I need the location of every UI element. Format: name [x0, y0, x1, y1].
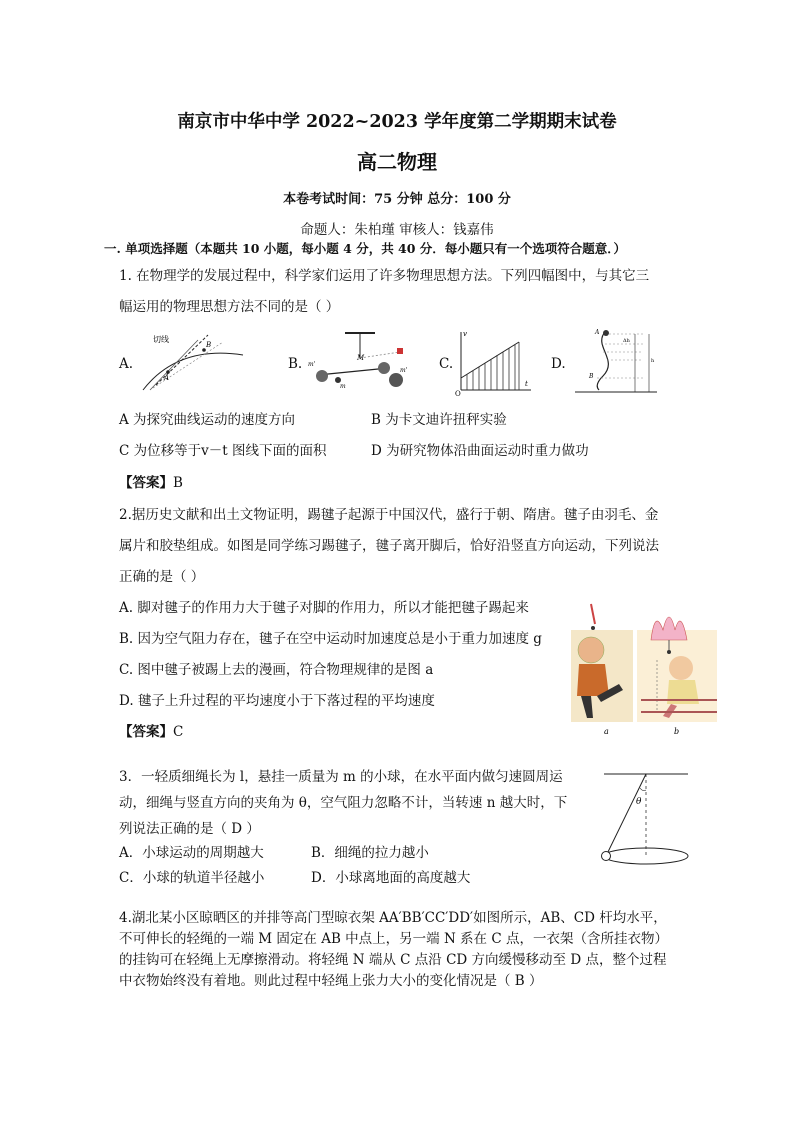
- q1-stem-line2: 幅运用的物理思想方法不同的是（ ）: [119, 299, 340, 315]
- q1-option-b: B 为卡文迪许扭秤实验: [371, 412, 507, 428]
- svg-text:m: m: [340, 383, 346, 390]
- svg-text:A: A: [595, 329, 600, 336]
- q1-fig-label-c: C.: [439, 356, 454, 372]
- q3-option-c: C．小球的轨道半径越小: [119, 870, 265, 886]
- section-heading: 一. 单项选择题（本题共 10 小题，每小题 4 分，共 40 分．每小题只有一个选项符合题意．）: [104, 241, 627, 256]
- q1-fig-label-a: A.: [119, 356, 134, 372]
- q3-theta-label: θ: [636, 797, 642, 807]
- q1-stem-line1: 1. 在物理学的发展过程中，科学家们运用了许多物理思想方法。下列四幅图中，与其它三: [119, 268, 650, 284]
- svg-text:m': m': [308, 361, 316, 368]
- q1-fig-label-b: B.: [288, 356, 303, 372]
- q2-answer: [119, 726, 183, 740]
- q3-stem-line3: 列说法正确的是（ D ）: [119, 821, 260, 837]
- svg-text:v: v: [463, 330, 467, 338]
- q1-option-a: A 为探究曲线运动的速度方向: [119, 412, 296, 428]
- q1-option-d: D 为研究物体沿曲面运动时重力做功: [371, 443, 589, 459]
- q1-answer-value: B: [173, 475, 183, 491]
- q3-stem-line1: 3．一轻质细绳长为 l，悬挂一质量为 m 的小球，在水平面内做匀速圆周运: [119, 769, 563, 785]
- q4-stem-line4: 中衣物始终没有着地。则此过程中轻绳上张力大小的变化情况是（ B ）: [119, 973, 543, 989]
- q2-stem-line3: 正确的是（ ）: [119, 569, 205, 585]
- exam-info: 本卷考试时间：75 分钟 总分：100 分: [283, 192, 511, 207]
- q1-option-c: C 为位移等于v－t 图线下面的面积: [119, 443, 327, 459]
- svg-text:B: B: [206, 341, 212, 349]
- q3-option-d: D．小球离地面的高度越大: [311, 870, 471, 886]
- q2-option-a: A. 脚对毽子的作用力大于毽子对脚的作用力，所以才能把毽子踢起来: [119, 600, 529, 616]
- q2-stem-line1: 2.据历史文献和出土文物证明，踢毽子起源于中国汉代，盛行于朝、隋唐。毽子由羽毛、金: [119, 507, 659, 523]
- subject-title: 高二物理: [357, 150, 437, 174]
- q2-stem-line2: 属片和胶垫组成。如图是同学练习踢毽子，毽子离开脚后，恰好沿竖直方向运动，下列说法: [119, 538, 659, 554]
- svg-text:Δh: Δh: [623, 338, 630, 344]
- q2-option-c: C. 图中毽子被踢上去的漫画，符合物理规律的是图 a: [119, 662, 434, 678]
- q2-fig-label-a: a: [604, 727, 609, 736]
- q1-figure-b-torsion-balance: [300, 330, 420, 392]
- q4-stem-line3: 的挂钩可在轻绳上无摩擦滑动。将轻绳 N 端从 C 点沿 CD 方向缓慢移动至 D 点，整个过程: [119, 952, 667, 968]
- q3-figure-conical-pendulum: [596, 768, 692, 868]
- exam-authors: 命题人：朱柏瑾 审核人：钱嘉伟: [300, 222, 494, 238]
- svg-text:m': m': [400, 367, 408, 374]
- q2-figure-shuttlecock-cartoon: [571, 600, 721, 740]
- svg-text:A: A: [164, 374, 170, 382]
- q1-figure-a-tangent: [138, 330, 248, 395]
- q2-fig-label-b: b: [674, 727, 680, 736]
- q2-answer-tag: 【答案】: [119, 724, 173, 740]
- q4-stem-line1: 4.湖北某小区晾晒区的并排等高门型晾衣架 AA′BB′CC′DD′如图所示，AB、CD 杆均水平，: [119, 910, 667, 926]
- q2-answer-value: C: [173, 724, 184, 740]
- svg-text:B: B: [589, 373, 594, 380]
- exam-title: 南京市中华中学 2022~2023 学年度第二学期期末试卷: [177, 112, 617, 132]
- q3-option-b: B．细绳的拉力越小: [311, 845, 429, 861]
- q1-figure-d-curved-surface: [573, 326, 661, 398]
- q4-stem-line2: 不可伸长的轻绳的一端 M 固定在 AB 中点上，另一端 N 系在 C 点，一衣架（含所挂衣物）: [119, 931, 668, 947]
- q1-answer-tag: 【答案】: [119, 475, 173, 491]
- q3-stem-line2: 动，细绳与竖直方向的夹角为 θ，空气阻力忽略不计，当转速 n 越大时，下: [119, 795, 568, 811]
- tangent-label: 切线: [153, 335, 169, 344]
- q1-answer: [119, 477, 183, 491]
- q2-option-b: B. 因为空气阻力存在，毽子在空中运动时加速度总是小于重力加速度 g: [119, 631, 542, 647]
- svg-text:O: O: [455, 390, 461, 396]
- svg-text:h: h: [651, 358, 655, 364]
- svg-text:t: t: [525, 380, 528, 388]
- q1-fig-label-d: D.: [551, 356, 566, 372]
- svg-text:M: M: [357, 354, 365, 362]
- q2-option-d: D. 毽子上升过程的平均速度小于下落过程的平均速度: [119, 693, 435, 709]
- q1-figure-c-vt-area: [455, 328, 535, 396]
- q3-option-a: A．小球运动的周期越大: [119, 845, 264, 861]
